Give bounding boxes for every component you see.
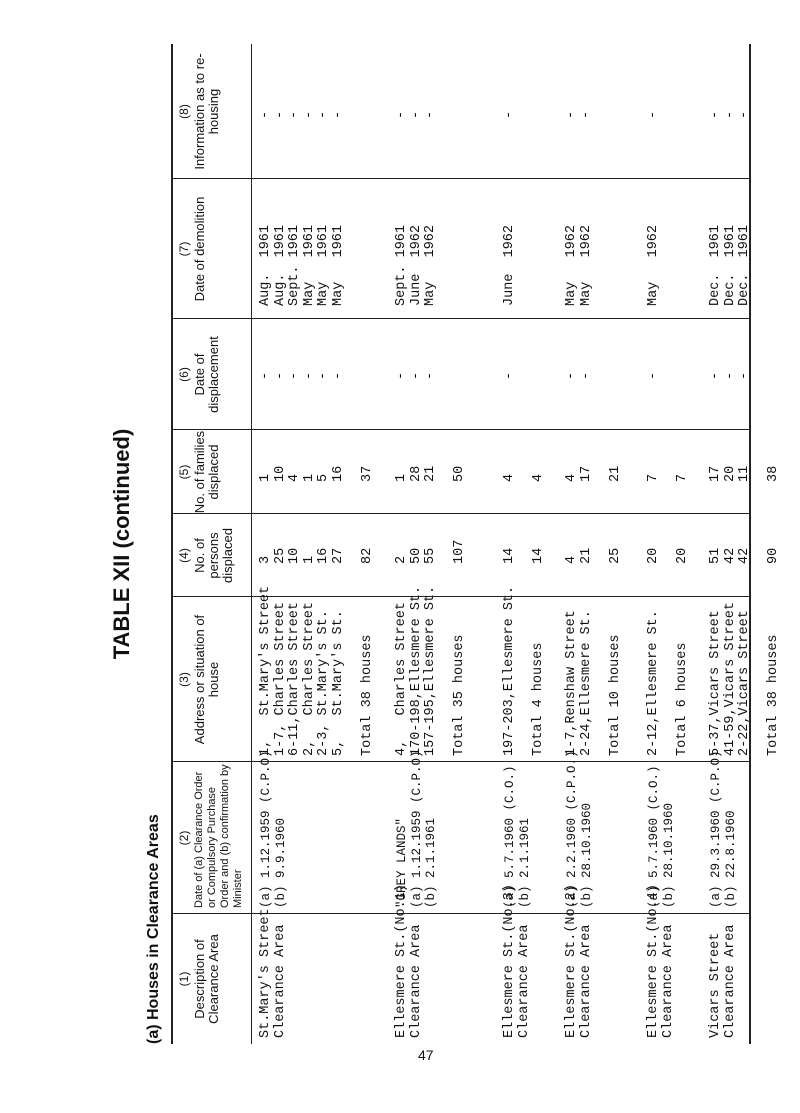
address-cell: 1, St.Mary's Street 1-7, Charles Street 6-11,Charles Street 2, Charles Street 2-3, St.Mary's St. 5, St.Mary's St. Total 38 houses <box>258 585 375 756</box>
area-cell: Ellesmere St.(No.2) Clearance Area <box>564 884 594 1038</box>
persons-cell: 3 25 10 1 16 27 82 <box>258 547 375 564</box>
rotated-table-sheet <box>107 44 781 1044</box>
rehousing-cell: - <box>646 110 661 119</box>
table-subtitle: (a) Houses in Clearance Areas <box>145 814 162 1044</box>
table: (1) Description of Clearance Area (2) Date of (a) Clearance Order or Compulsory Purchase Order and (b) confirmation by Minister (3) Address or situation of house (4) No. of persons displaced (5) No. of families displaced (6) Date of displacement (7) Date of demolition (8) Information as to re-housing St.Mary's Street Clearance Area (a) 1.12.1959 (C.P.O) (b) 9.9.1960 1, St.Mary's Street 1-7, Charles Street 6-11,Charles Street 2, Charles Street 2-3, St.Mary's St. 5, St.Mary's St. Total 38 houses 3 25 10 1 16 27 82 1 10 4 1 5 16 37 - - - - - - Aug. 1961 Aug. 1961 Sept. 1961 May 1961 May 1961 May 1961 - - - - - - Ellesmere St.(No.1) Clearance Area "GREY LANDS" (a) 1.12.1959 (C.P.O) (b) 2.1.1961 4, Charles Street 170-198,Ellesmere St. 157-195,Ellesmere St. Total 35 houses 2 50 55 107 1 28 21 50 - - - Sept. 1961 June 1962 May 1962 - - - Ellesmere St.(No.3) Clearance Area (a) 5.7.1960 (C.O.) (b) 2.1.1961 197-203,Ellesmere St. Total 4 houses 14 14 4 4 - June 1962 - Ellesmere St.(No.2) Clearance Area (a) 2.2.1960 (C.P.O.) (b) 28.10.1960 1-7,Renshaw Street 2-24,Ellesmere St. Total 10 houses 4 21 25 4 17 21 - - May 1962 May 1962 - - Ellesmere St.(No.4) Clearance Area (a) 5.7.1960 (C.O.) (b) 28.10.1960 2-12,Ellesmere St. Total 6 houses 20 20 7 7 - May 1962 - Vicars Street Clearance Area (a) 29.3.1960 (C.P.O) (b) 22.8.1960 5-37,Vicars Street 41-59,Vicars Street 2-22,Vicars Street Total 38 houses 51 42 42 90 17 20 11 38 - - - Dec. 1961 Dec. 1961 Dec. 1961 - - - <box>171 44 751 1044</box>
families-cell: 7 7 <box>646 473 690 482</box>
header-persons: No. of persons displaced <box>192 528 235 583</box>
column-divider <box>173 429 749 430</box>
header-address: Address or situation of house <box>192 614 221 745</box>
order-dates-cell: (a) 5.7.1960 (C.O.) (b) 2.1.1961 <box>503 765 532 908</box>
order-dates-cell: (a) 1.12.1959 (C.P.O) (b) 9.9.1960 <box>259 750 288 908</box>
header-order-dates: Date of (a) Clearance Order or Compulsory Purchase Order and (b) confirmation by Minister <box>193 764 244 908</box>
families-cell: 1 28 21 50 <box>394 465 467 482</box>
header-description: Description of Clearance Area <box>192 934 221 1024</box>
displacement-cell: - <box>502 371 517 380</box>
displacement-cell: - - - <box>708 371 752 380</box>
persons-cell: 2 50 55 107 <box>394 539 467 564</box>
displacement-cell: - - <box>564 371 594 380</box>
persons-cell: 51 42 42 90 <box>708 547 781 564</box>
header-rule <box>251 44 252 1044</box>
order-dates-cell: (a) 2.2.1960 (C.P.O.) (b) 28.10.1960 <box>565 750 594 908</box>
families-cell: 1 10 4 1 5 16 37 <box>258 465 375 482</box>
area-cell: Ellesmere St.(No.3) Clearance Area <box>502 884 532 1038</box>
rehousing-cell: - <box>502 110 517 119</box>
column-divider <box>173 178 749 179</box>
demolition-cell: Sept. 1961 June 1962 May 1962 <box>394 224 438 306</box>
address-cell: 4, Charles Street 170-198,Ellesmere St. 157-195,Ellesmere St. Total 35 houses <box>394 585 467 756</box>
address-cell: 1-7,Renshaw Street 2-24,Ellesmere St. Total 10 houses <box>564 610 623 756</box>
families-cell: 17 20 11 38 <box>708 465 781 482</box>
order-dates-cell: (a) 29.3.1960 (C.P.O) (b) 22.8.1960 <box>709 750 738 908</box>
rehousing-cell: - - <box>564 110 594 119</box>
address-cell: 5-37,Vicars Street 41-59,Vicars Street 2-22,Vicars Street Total 38 houses <box>708 602 781 756</box>
header-rehousing: Information as to re-housing <box>192 53 221 170</box>
table-title: TABLE XII (continued) <box>109 428 134 660</box>
order-dates-cell: "GREY LANDS" (a) 1.12.1959 (C.P.O) (b) 2.1.1961 <box>395 750 438 908</box>
address-cell: 197-203,Ellesmere St. Total 4 houses <box>502 585 546 756</box>
rehousing-cell: - - - - - - <box>258 110 346 119</box>
families-cell: 4 4 <box>502 473 546 482</box>
page-number: 47 <box>418 1047 434 1063</box>
area-cell: Vicars Street Clearance Area <box>708 924 738 1038</box>
demolition-cell: Aug. 1961 Aug. 1961 Sept. 1961 May 1961 May 1961 May 1961 <box>258 224 346 306</box>
rehousing-cell: - - - <box>394 110 438 119</box>
persons-cell: 20 20 <box>646 547 690 564</box>
address-cell: 2-12,Ellesmere St. Total 6 houses <box>646 610 690 756</box>
order-dates-cell: (a) 5.7.1960 (C.O.) (b) 28.10.1960 <box>647 765 676 908</box>
area-cell: St.Mary's Street Clearance Area <box>258 908 288 1038</box>
families-cell: 4 17 21 <box>564 465 623 482</box>
demolition-cell: Dec. 1961 Dec. 1961 Dec. 1961 <box>708 224 752 306</box>
header-displacement: Date of displacement <box>192 336 221 413</box>
area-cell: Ellesmere St.(No.1) Clearance Area <box>394 884 424 1038</box>
area-cell: Ellesmere St.(No.4) Clearance Area <box>646 884 676 1038</box>
persons-cell: 14 14 <box>502 547 546 564</box>
column-divider <box>173 318 749 319</box>
demolition-cell: June 1962 <box>502 224 517 306</box>
column-divider <box>173 513 749 514</box>
displacement-cell: - <box>646 371 661 380</box>
displacement-cell: - - - <box>394 371 438 380</box>
displacement-cell: - - - - - - <box>258 371 346 380</box>
demolition-cell: May 1962 <box>646 224 661 306</box>
header-families: No. of families displaced <box>192 430 221 514</box>
persons-cell: 4 21 25 <box>564 547 623 564</box>
header-demolition: Date of demolition <box>192 196 207 302</box>
rehousing-cell: - - - <box>708 110 752 119</box>
demolition-cell: May 1962 May 1962 <box>564 224 594 306</box>
